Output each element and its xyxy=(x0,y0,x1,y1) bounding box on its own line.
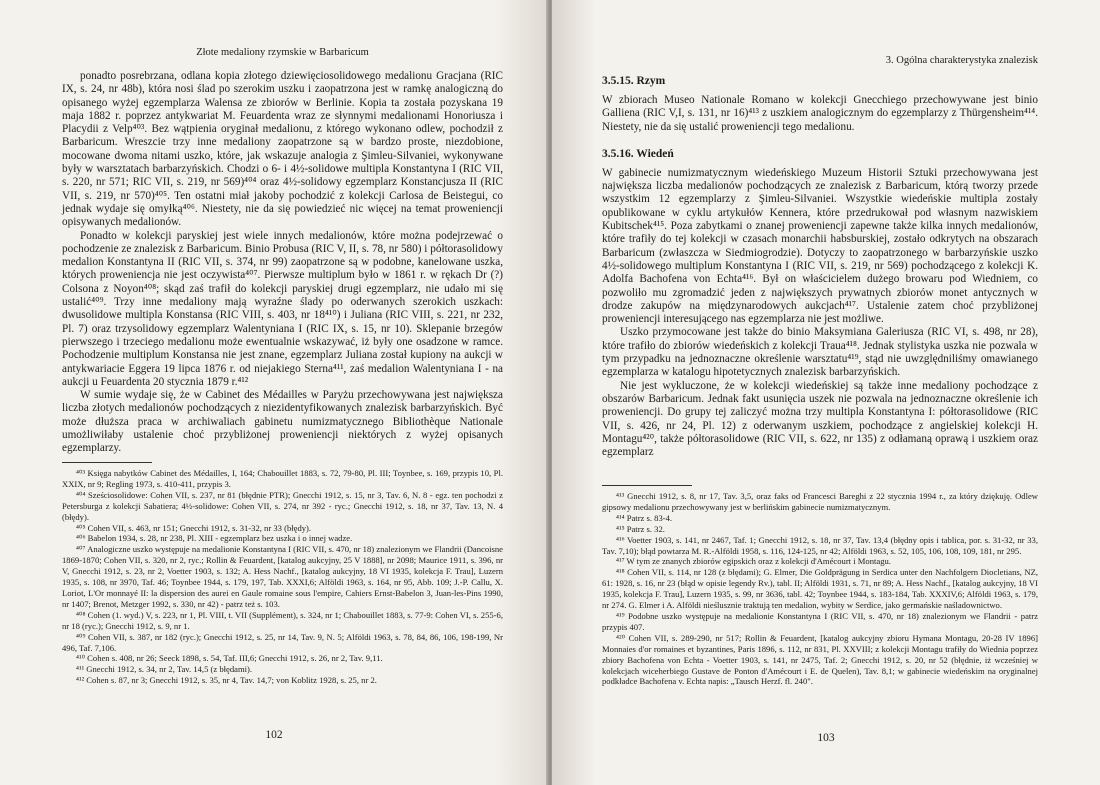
footnote: ⁴⁰⁴ Sześciosolidowe: Cohen VII, s. 237, nr 81 (błędnie PTR); Gnecchi 1912, s. 15, nr 3, Tav. 6, N. 8 - egz. ten pochodzi z Petersburga z kolekcji Sabatiera; 4½-solidowe: Cohen VII, s. 274, nr 392 - ryc.; Gnecchi 1912, s. 18, nr 37, Tav. 13, N. 4 (błędy). xyxy=(62,489,503,522)
paragraph: W sumie wydaje się, że w Cabinet des Médailles w Paryżu przechowywana jest największa liczba złotych medalionów pochodzących z niezidentyfikowanych znalezisk barbarzyńskich. Być może dłuższa praca w archiwaliach gabinetu numizmatycznego Bibliothèque Nationale umożliwiłaby ustalenie choć przybliżonej proweniencji niektórych z wyżej opisanych egzemplarzy. xyxy=(62,389,503,455)
footnote: ⁴¹⁰ Cohen s. 408, nr 26; Seeck 1898, s. 54, Taf. III,6; Gnecchi 1912, s. 26, nr 2, Tav. 9,11. xyxy=(76,653,383,664)
paragraph: Nie jest wykluczone, że w kolekcji wiedeńskiej są także inne medaliony pochodzące z obszarów Barbaricum. Jednak fakt usunięcia uszek nie pozwala na jednoznaczne określenie ich proweniencji. Do grupy tej zaliczyć można trzy multipla Konstantyna I: półtorasolidowe (RIC VII, s. 426, nr 24, Pl. 12) z oderwanym uszkiem, pochodzące z angielskiej kolekcji H. Montagu⁴²⁰, także półtorasolidowe (RIC VII, s. 622, nr 135) z odłamaną oprawą i uszkiem oraz egzemplarz xyxy=(602,379,1038,459)
left-footnotes xyxy=(62,462,503,686)
footnote: ⁴¹¹ Gnecchi 1912, s. 34, nr 2, Tav. 14,5 (z błędami). xyxy=(76,664,253,675)
footnote: ⁴²⁰ Cohen VII, s. 289-290, nr 517; Rollin & Feuardent, [katalog aukcyjny zbioru Hymana Montagu, 20-28 IV 1896] Monnaies d'or romaines et byzantines, Paris 1896, s. 112, nr 831, Pl. XXVIII; z kolekcji Montagu trafiły do Wiednia poprzez zbiory Bachofena von Echta - Voetter 1903, s. 141, nr 2475, Taf. 2; Gnecchi 1912, s. 20, nr 52 (błędnie, iż wcześniej w kolekcjach wiceherbiego Gustave de Ponton d'Amécourt i E. de Quelen), Tav. 8,1; w gabinecie wiedeńskim na oryginalnej podkładce Bachofena v. Echta napis: „Tausch Herzf. fl. 240". xyxy=(602,632,1038,687)
footnote: ⁴⁰⁹ Cohen VII, s. 387, nr 182 (ryc.); Gnecchi 1912, s. 25, nr 14, Tav. 9, N. 5; Alföldi 1963, s. 78, 84, 86, 106, 198-199, Nr 496, Taf. 7,106. xyxy=(62,631,503,653)
running-head-right: 3. Ogólna charakterystyka znalezisk xyxy=(885,55,1038,66)
footnote: ⁴¹⁹ Podobne uszko występuje na medalionie Konstantyna I (RIC VII, s. 470, nr 18) znalezionym we Flandrii - patrz przypis 407. xyxy=(602,610,1038,632)
footnote-rule xyxy=(62,462,152,463)
running-head-left: Złote medaliony rzymskie w Barbaricum xyxy=(196,47,369,58)
footnote: ⁴¹⁵ Patrz s. 32. xyxy=(616,523,665,534)
footnote: ⁴¹⁷ W tym ze znanych zbiorów egipskich oraz z kolekcji d'Amécourt i Montagu. xyxy=(616,556,891,567)
footnote: ⁴⁰⁵ Cohen VII, s. 463, nr 151; Gnecchi 1912, s. 31-32, nr 33 (błędy). xyxy=(76,522,312,533)
paragraph: W gabinecie numizmatycznym wiedeńskiego Muzeum Historii Sztuki przechowywana jest największa liczba medalionów pochodzących ze znalezisk z Barbaricum, którą tworzy przede wszystkim 12 egzemplarzy z Şimleu-Silvaniei. Wszystkie wiedeńskie multipla zostały opublikowane w cyklu artykułów Kennera, które przedrukował pod własnym nazwiskiem Kubitschek⁴¹⁵. Poza zabytkami o znanej proweniencji zapewne także kilka innych medalionów, które trafiły do tej kolekcji w czasach monarchii habsburskiej, zostało odkrytych na obszarach Barbaricum (zwłaszcza w Siedmiogrodzie). Dotyczy to zaopatrzonego w barbarzyńskie uszko 4½-solidowego multiplum Konstantyna I (RIC VII, s. 219, nr 569) pochodzącego z kolekcji K. Adolfa Bachofena von Echta⁴¹⁶. Był on właścicielem dużego browaru pod Wiedniem, co pozwoliło mu zgromadzić jeden z największych prywatnych zbiorów monet antycznych w drodze zakupów na międzynarodowych aukcjach⁴¹⁷. Ustalenie zatem choć przybliżonej proweniencji interesującego nas egzemplarza nie jest możliwe. xyxy=(602,166,1038,326)
right-body-text xyxy=(602,75,1038,459)
paragraph: W zbiorach Museo Nationale Romano w kolekcji Gnecchiego przechowywane jest binio Galliena (RIC V,I, s. 131, nr 16)⁴¹³ z uszkiem analogicznym do egzemplarzy z Thürgensheim⁴¹⁴. Niestety, nie da się ustalić proweniencji tego medalionu. xyxy=(602,94,1038,133)
right-footnotes xyxy=(602,485,1038,687)
footnote: ⁴¹⁴ Patrz s. 83-4. xyxy=(616,512,673,523)
footnote: ⁴⁰³ Księga nabytków Cabinet des Médailles, I, 164; Chabouillet 1883, s. 72, 79-80, Pl. III; Toynbee, s. 169, przypis 10, Pl. XXIX, nr 9; Regling 1973, s. 410-411, przypis 3. xyxy=(62,468,503,489)
footnote: ⁴⁰⁸ Cohen (1. wyd.) V, s. 223, nr 1, Pl. VIII, t. VII (Supplément), s. 324, nr 1; Chabouillet 1883, s. 77-9: Cohen VI, s. 255-6, nr 18 (ryc.); Gnecchi 1912, s. 9, nr 1. xyxy=(62,609,503,631)
page-number-left: 102 xyxy=(265,729,283,741)
footnote: ⁴⁰⁷ Analogiczne uszko występuje na medalionie Konstantyna I (RIC VII, s. 470, nr 18) znalezionym we Flandrii (Dancoisne 1869-1870; Cohen VII, s. 320, nr 2, ryc.; Rollin & Feuardent, [katalog aukcyjny, 25 V 1888], nr 2098; Maurice 1911, s. 396, nr V, Gnecchi 1912, s. 23, nr 2, Voetter 1903, s. 132; A. Hess Nachf., [katalog aukcyjny, 18 VI 1935, kolekcja F. Trau], Luzern 1935, s. 108, nr 3970, Taf. 46; Toynbee 1944, s. 179, 197, Tab. XXXI,6; Alföldi 1963, s. 164, nr 95, Abb. 109; J.-P. Callu, X. Loriot, L'Or monnayé II: la dispersion des aurei en Gaule romaine sous l'empire, Cahiers Ernst-Babelon 3, Juan-les-Pins 1990, nr 1407; Brenot, Metzger 1992, s. 330, nr 42) - patrz też s. 103. xyxy=(62,544,503,609)
left-body-text xyxy=(62,70,503,456)
paragraph: ponadto posrebrzana, odlana kopia złotego dziewięciosolidowego medalionu Gracjana (RIC IX, s. 24, nr 48b), która nosi ślad po szerokim uszku i zaopatrzona jest w ramkę analogiczną do opisanego wyżej egzemplarza Walensa ze zbiorów w Berlinie. Kopia ta została pozyskana 19 maja 1882 r. poprzez antykwariat M. Feuardenta wraz ze słynnymi medalionami Honoriusza i Placydii z Velp⁴⁰³. Bez wątpienia oryginał medalionu, z którego wykonano odlew, pochodził z Barbaricum. Wreszcie trzy inne medaliony zaopatrzone są w bardzo proste, niezdobione, mocowane dwoma nitami uszko, które, jak wskazuje analogia z Şimleu-Silvaniei, wykonywane były w warsztatach barbarzyńskich. Chodzi o 6- i 4½-solidowe multipla Konstantyna I (RIC VII, s. 220, nr 571; RIC VII, s. 219, nr 569)⁴⁰⁴ oraz 4½-solidowy egzemplarz Konstancjusza II (RIC VII, s. 219, nr 570)⁴⁰⁵. Ten ostatni miał jakoby pochodzić z kolekcji Carlosa de Beistegui, co jednak wydaje się omyłką⁴⁰⁶. Niestety, nie da się powiedzieć nic więcej na temat proweniencji opisywanych medalionów. xyxy=(62,70,503,229)
page-number-right: 103 xyxy=(817,732,835,744)
paragraph: Ponadto w kolekcji paryskiej jest wiele innych medalionów, które można podejrzewać o pochodzenie ze znalezisk z Barbaricum. Binio Probusa (RIC V, II, s. 78, nr 580) i półtorasolidowy medalion Konstantyna II (RIC VII, s. 374, nr 99) zaopatrzone są w podobne, kanelowane uszka, których proweniencja nie jest oczywista⁴⁰⁷. Pierwsze multiplum było w 1861 r. w rękach Dr (?) Colsona z Noyon⁴⁰⁸; skąd zaś trafił do kolekcji paryskiej drugi egzemplarz, nie udało mi się ustalić⁴⁰⁹. Trzy inne medaliony mają wyraźne ślady po oderwanych szerokich uszkach: dwusolidowe multipla Konstansa (RIC VIII, s. 403, nr 18⁴¹⁰) i Juliana (RIC VIII, s. 221, nr 232, Pl. 7) oraz trzysolidowy egzemplarz Walentyniana I (RIC IX, s. 15, nr 10). Sklepanie brzegów pierwszego i trzeciego medalionu może ewentualnie wskazywać, iż były one osadzone w ramce. Pochodzenie multiplum Konstansa nie jest znane, egzemplarz Juliana został kupiony na aukcji w antykwariacie Eggera 19 lipca 1876 r. od niejakiego Sterna⁴¹¹, zaś medalion Walentyniana I - na aukcji u Feuardenta 20 stycznia 1879 r.⁴¹² xyxy=(62,229,503,388)
footnote: ⁴¹³ Gnecchi 1912, s. 8, nr 17, Tav. 3,5, oraz faks od Francesci Bareghi z 22 stycznia 1994 r., za który dziękuję. Odlew gipsowy medalionu przechowywany jest w berlińskim gabinecie numizmatycznym. xyxy=(602,491,1038,512)
footnote-rule xyxy=(602,485,692,486)
paragraph: Uszko przymocowane jest także do binio Maksymiana Galeriusza (RIC VI, s. 498, nr 28), które trafiło do zbiorów wiedeńskich z kolekcji Traua⁴¹⁸. Jednak stylistyka uszka nie pozwala w tym przypadku na jednoznaczne określenie warsztatu⁴¹⁹, stąd nie uwzględniliśmy omawianego egzemplarza w katalogu hipotetycznych znalezisk barbarzyńskich. xyxy=(602,326,1038,379)
footnote: ⁴¹⁶ Voetter 1903, s. 141, nr 2467, Taf. 1; Gnecchi 1912, s. 18, nr 37, Tav. 13,4 (błędny opis i tablica, por. s. 31-32, nr 33, Tav. 7,10); błąd powtarza M. R.-Alföldi 1958, s. 116, 124-125, nr 42; Alföldi 1963, s. 52, 105, 106, 108, 109, 181, nr 295. xyxy=(602,534,1038,556)
right-page xyxy=(552,0,1100,785)
section-heading-rzym: 3.5.15. Rzym xyxy=(602,75,666,87)
footnote: ⁴¹⁸ Cohen VII, s. 114, nr 128 (z błędami); G. Elmer, Die Goldprägung in Serdica unter den Nachfolgern Diocletians, NZ, 61: 1928, s. 16, nr 23 (błąd w opisie legendy Rv.), tabl. II; Alföldi 1931, s. 71, nr 89; A. Hess Nachf., [katalog aukcyjny, 18 VI 1935, kolekcja F. Trau], Luzern 1935, s. 99, nr 3636, tabl. 42; Toynbee 1944, s. 183-184, Tab. XXXIV,6; Alföldi 1963, s. 179, nr 274. G. Elmer i A. Alföldi nieślusznie traktują ten medalion, wybity w Serdice, jako germańskie naśladownictwo. xyxy=(602,567,1038,611)
left-page xyxy=(0,0,548,785)
footnote: ⁴¹² Cohen s. 87, nr 3; Gnecchi 1912, s. 35, nr 4, Tav. 14,7; von Koblitz 1928, s. 25, nr 2. xyxy=(76,675,377,686)
footnote: ⁴⁰⁶ Babelon 1934, s. 28, nr 238, Pl. XIII - egzemplarz bez uszka i o innej wadze. xyxy=(76,533,353,544)
section-spacer xyxy=(602,134,1038,142)
section-heading-wieden: 3.5.16. Wiedeń xyxy=(602,147,674,160)
